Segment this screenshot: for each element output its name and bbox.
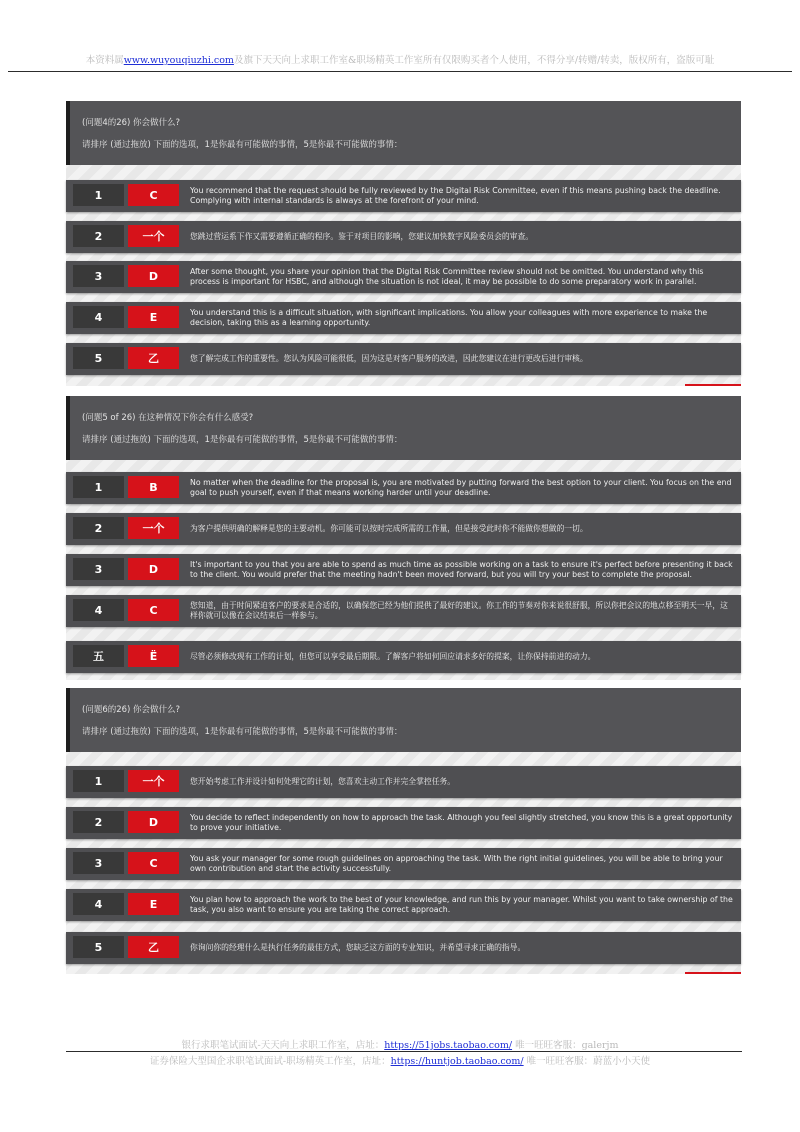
header-prefix: 本资料属 bbox=[85, 55, 124, 66]
option-text: You understand this is a difficult situation, with significant implications. You allow your colleagues with more experience to make the decision, taking this as a learning opportunity. bbox=[190, 308, 708, 327]
question-title: (问题4的26) 你会做什么? bbox=[82, 118, 181, 128]
rank-number: 4 bbox=[73, 306, 124, 328]
header-divider bbox=[8, 71, 792, 72]
option-row[interactable] bbox=[66, 472, 741, 504]
rank-number: 2 bbox=[73, 811, 124, 833]
rank-number: 3 bbox=[73, 265, 124, 287]
question-header bbox=[66, 396, 741, 460]
accent-line bbox=[685, 384, 741, 386]
option-letter: D bbox=[128, 811, 179, 833]
option-letter: C bbox=[128, 184, 179, 206]
option-letter: C bbox=[128, 599, 179, 621]
question-header bbox=[66, 688, 741, 752]
rank-number: 3 bbox=[73, 852, 124, 874]
option-row[interactable] bbox=[66, 766, 741, 798]
question-block-6 bbox=[66, 688, 741, 974]
option-text: 您跳过营运系下作又需要遵循正确的程序。鉴于对项目的影响，您建议加快数字风险委员会的审查。 bbox=[190, 232, 534, 242]
option-text: You plan how to approach the work to the best of your knowledge, and run this by your manager. Whilst you want to take ownership of the task, you also want to ensure you are taking the correct approach. bbox=[190, 895, 733, 914]
option-row[interactable] bbox=[66, 641, 741, 673]
option-row[interactable] bbox=[66, 261, 741, 293]
option-row[interactable] bbox=[66, 221, 741, 253]
option-letter: B bbox=[128, 476, 179, 498]
option-text: 您开始考虑工作并设计如何处理它的计划，您喜欢主动工作并完全掌控任务。 bbox=[190, 777, 456, 787]
question-title: (问题5 of 26) 在这种情况下你会有什么感受? bbox=[82, 413, 254, 423]
question-instruction: 请排序 (通过拖放) 下面的选项，1是你最有可能做的事情，5是你最不可能做的事情： bbox=[82, 140, 403, 150]
option-row[interactable] bbox=[66, 302, 741, 334]
option-row[interactable] bbox=[66, 807, 741, 839]
footer-line-2 bbox=[0, 1053, 800, 1067]
option-text: 您了解完成工作的重要性。您认为风险可能很低，因为这是对客户服务的改进，因此您建议在进行更改后进行审核。 bbox=[190, 354, 588, 364]
option-text: You decide to reflect independently on how to approach the task. Although you feel slightly stretched, you know this is a great opportunity to prove your initiative. bbox=[190, 813, 733, 832]
option-letter: E bbox=[128, 306, 179, 328]
option-row[interactable] bbox=[66, 932, 741, 964]
rank-number: 五 bbox=[73, 645, 124, 667]
footer-prefix-1: 银行求职笔试面试-天天向上求职工作室，店址： bbox=[181, 1040, 385, 1051]
option-text: 为客户提供明确的解释是您的主要动机。你可能可以按时完成所需的工作量，但是接受此时你不能做你想做的一切。 bbox=[190, 524, 588, 534]
footer-link-2[interactable]: https://huntjob.taobao.com/ bbox=[390, 1056, 524, 1067]
rank-number: 5 bbox=[73, 347, 124, 369]
option-letter: 乙 bbox=[128, 347, 179, 369]
option-text: 你询问你的经理什么是执行任务的最佳方式，您缺乏这方面的专业知识，并希望寻求正确的指导。 bbox=[190, 943, 526, 953]
option-letter: E bbox=[128, 893, 179, 915]
option-letter: 乙 bbox=[128, 936, 179, 958]
option-row[interactable] bbox=[66, 595, 741, 627]
option-letter: 一个 bbox=[128, 770, 179, 792]
footer-link-1[interactable]: https://51jobs.taobao.com/ bbox=[384, 1040, 513, 1051]
question-block-5 bbox=[66, 396, 741, 680]
rank-number: 3 bbox=[73, 558, 124, 580]
header-link[interactable]: www.wuyouqiuzhi.com bbox=[123, 55, 234, 66]
rank-number: 4 bbox=[73, 599, 124, 621]
option-text: You recommend that the request should be fully reviewed by the Digital Risk Committee, even if this means pushing back the deadline. Complying with internal standards is always at the forefront of your mind. bbox=[190, 186, 721, 205]
option-row[interactable] bbox=[66, 513, 741, 545]
footer-line-1 bbox=[0, 1037, 800, 1051]
question-block-4 bbox=[66, 101, 741, 386]
rank-number: 2 bbox=[73, 517, 124, 539]
option-text: 尽管必须修改现有工作的计划，但您可以享受最后期限。了解客户将如何回应请求多好的提案，让你保持前进的动力。 bbox=[190, 652, 596, 662]
option-text: You ask your manager for some rough guidelines on approaching the task. With the right initial guidelines, you will be able to bring your own contribution and start the activity successfully. bbox=[190, 854, 723, 873]
option-text: After some thought, you share your opinion that the Digital Risk Committee review should not be omitted. You understand why this process is important for HSBC, and although the situation is not ideal, it may be possible to do some preparatory work in parallel. bbox=[190, 267, 704, 286]
option-text: 您知道，由于时间紧迫客户的要求是合适的，以确保您已经为他们提供了最好的建议。你工作的节奏对你来说很舒服，所以你把会议的地点移至明天一早，这样你就可以像在会议结束后一样参与。 bbox=[190, 601, 728, 620]
header-suffix: 及旗下天天向上求职工作室&职场精英工作室所有仅限购买者个人使用，不得分享/转赠/转卖，版权所有，盗版可耻 bbox=[233, 55, 715, 66]
page-header bbox=[0, 52, 800, 66]
option-letter: Ë bbox=[128, 645, 179, 667]
rank-number: 4 bbox=[73, 893, 124, 915]
option-letter: D bbox=[128, 558, 179, 580]
footer-suffix-2: 唯一旺旺客服：蔚蓝小小天使 bbox=[523, 1056, 651, 1067]
option-text: No matter when the deadline for the proposal is, you are motivated by putting forward the best option to your client. You focus on the end goal to push yourself, even if that means working harder until your deadline. bbox=[190, 478, 732, 497]
accent-line bbox=[685, 972, 741, 974]
rank-number: 2 bbox=[73, 225, 124, 247]
option-letter: C bbox=[128, 852, 179, 874]
option-row[interactable] bbox=[66, 889, 741, 921]
option-row[interactable] bbox=[66, 554, 741, 586]
question-instruction: 请排序 (通过拖放) 下面的选项，1是你最有可能做的事情，5是你最不可能做的事情： bbox=[82, 435, 403, 445]
question-instruction: 请排序 (通过拖放) 下面的选项，1是你最有可能做的事情，5是你最不可能做的事情： bbox=[82, 727, 403, 737]
rank-number: 1 bbox=[73, 476, 124, 498]
option-letter: 一个 bbox=[128, 517, 179, 539]
question-header bbox=[66, 101, 741, 165]
rank-number: 1 bbox=[73, 770, 124, 792]
option-text: It's important to you that you are able to spend as much time as possible working on a task to ensure it's perfect before presenting it back to the client. You would prefer that the meeting hadn't been moved forward, but you will try your best to complete the proposal. bbox=[190, 560, 733, 579]
option-row[interactable] bbox=[66, 848, 741, 880]
question-title: (问题6的26) 你会做什么? bbox=[82, 705, 181, 715]
option-row[interactable] bbox=[66, 180, 741, 212]
rank-number: 5 bbox=[73, 936, 124, 958]
option-letter: D bbox=[128, 265, 179, 287]
footer-suffix-1: 唯一旺旺客服：galerjm bbox=[512, 1040, 619, 1051]
option-letter: 一个 bbox=[128, 225, 179, 247]
footer-divider bbox=[66, 1051, 742, 1052]
option-row[interactable] bbox=[66, 343, 741, 375]
footer-prefix-2: 证券保险大型国企求职笔试面试-职场精英工作室，店址： bbox=[149, 1056, 391, 1067]
rank-number: 1 bbox=[73, 184, 124, 206]
